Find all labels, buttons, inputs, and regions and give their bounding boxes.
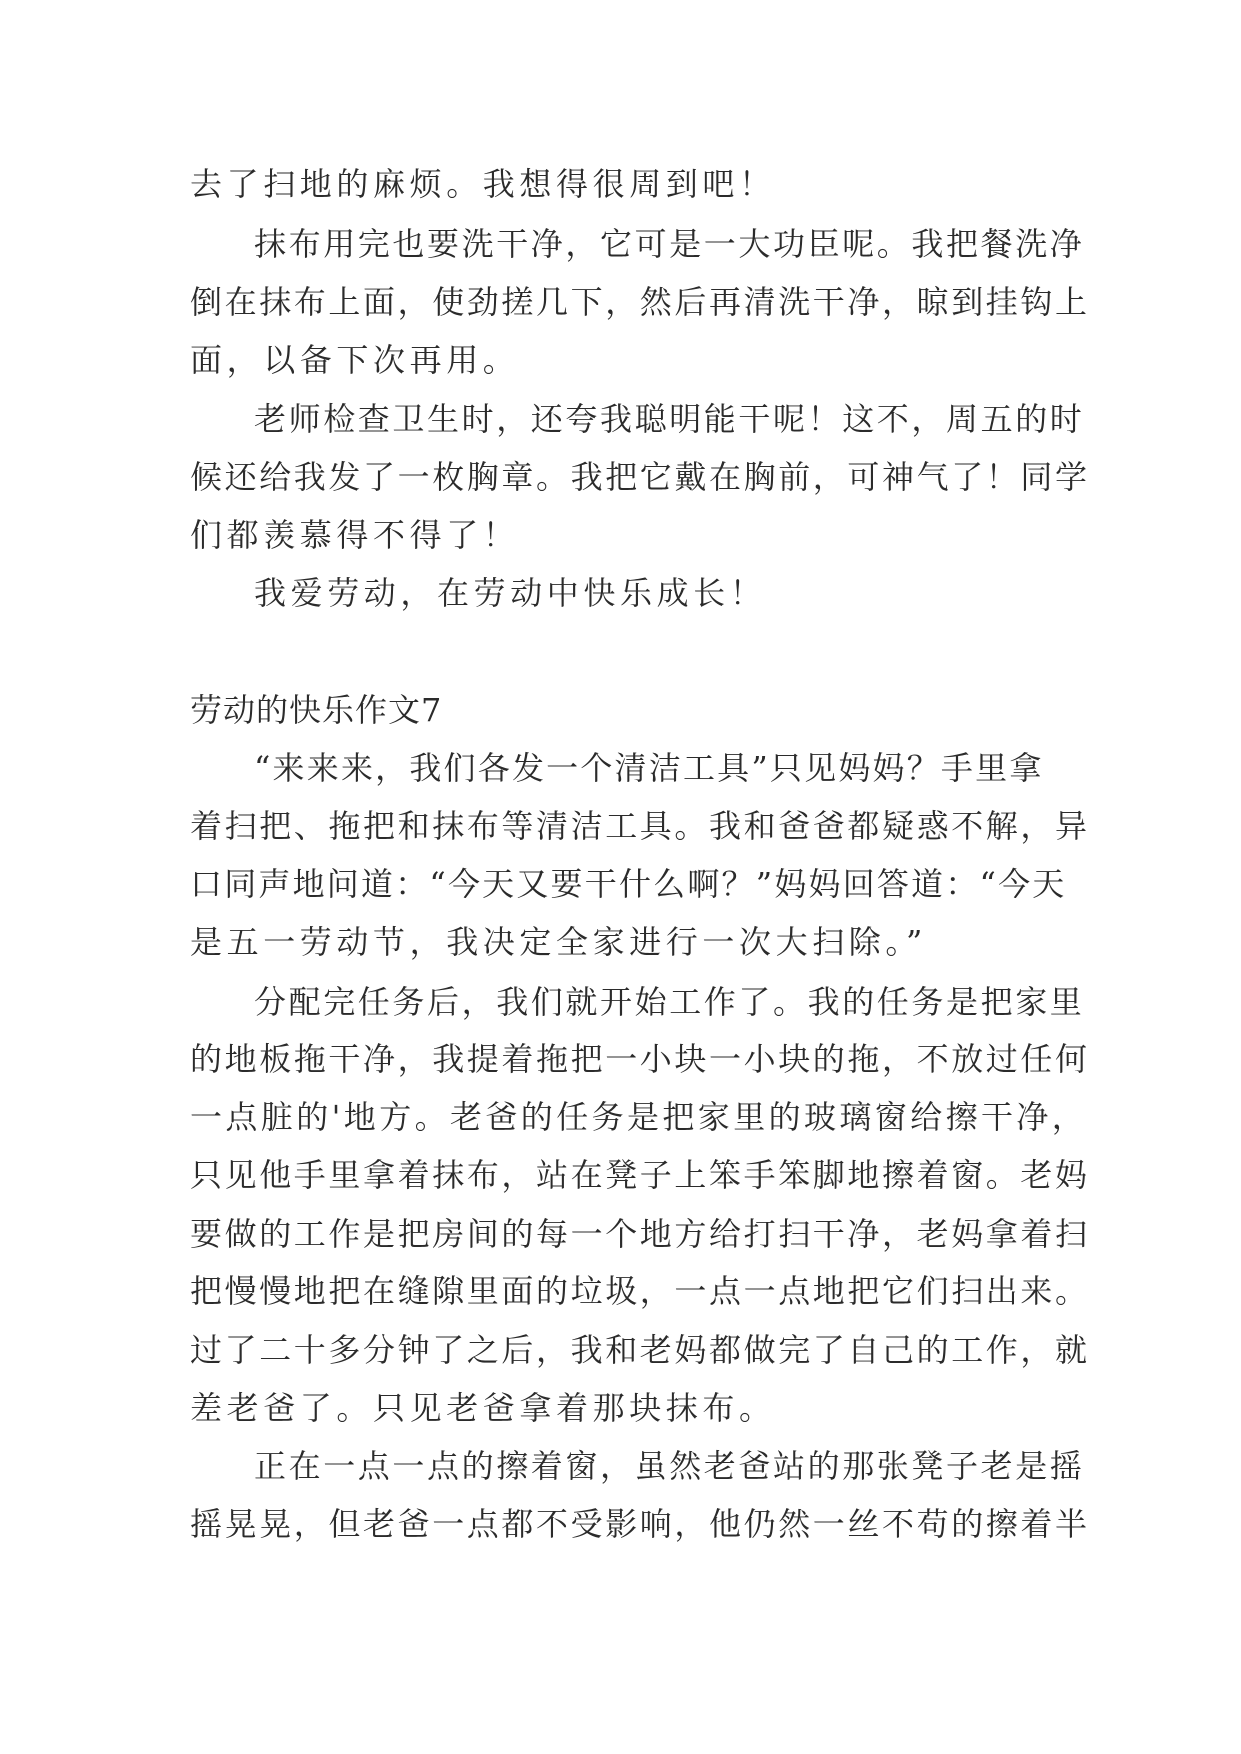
paragraph-line: 过了二十多分钟了之后，我和老妈都做完了自己的工作，就	[190, 1331, 1090, 1369]
paragraph-line: 着扫把、拖把和抹布等清洁工具。我和爸爸都疑惑不解，异	[190, 807, 1090, 845]
paragraph-line: 抹布用完也要洗干净，它可是一大功臣呢。我把餐洗净	[254, 225, 1085, 263]
paragraph-line: 要做的工作是把房间的每一个地方给打扫干净，老妈拿着扫	[190, 1215, 1090, 1253]
paragraph-line: 差老爸了。只见老爸拿着那块抹布。	[190, 1389, 776, 1427]
paragraph-line: 去了扫地的麻烦。我想得很周到吧！	[190, 165, 776, 203]
paragraph-line: 老师检查卫生时，还夸我聪明能干呢！这不，周五的时	[254, 400, 1085, 438]
paragraph-line: 正在一点一点的擦着窗，虽然老爸站的那张凳子老是摇	[254, 1447, 1085, 1485]
paragraph-line: 候还给我发了一枚胸章。我把它戴在胸前，可神气了！同学	[190, 458, 1090, 496]
paragraph-line: 是五一劳动节，我决定全家进行一次大扫除。”	[190, 923, 927, 961]
section-heading: 劳动的快乐作文7	[190, 691, 443, 729]
paragraph-line: 我爱劳动，在劳动中快乐成长！	[254, 574, 767, 612]
paragraph-line: “来来来，我们各发一个清洁工具”只见妈妈？手里拿	[254, 749, 1044, 787]
paragraph-line: 摇晃晃，但老爸一点都不受影响，他仍然一丝不苟的擦着半	[190, 1505, 1090, 1543]
paragraph-line: 只见他手里拿着抹布，站在凳子上笨手笨脚地擦着窗。老妈	[190, 1156, 1090, 1194]
paragraph-line: 一点脏的'地方。老爸的任务是把家里的玻璃窗给擦干净，	[190, 1098, 1088, 1136]
paragraph-line: 的地板拖干净，我提着拖把一小块一小块的拖，不放过任何	[190, 1040, 1090, 1078]
paragraph-line: 分配完任务后，我们就开始工作了。我的任务是把家里	[254, 983, 1085, 1021]
paragraph-line: 们都羡慕得不得了！	[190, 516, 520, 554]
paragraph-line: 把慢慢地把在缝隙里面的垃圾，一点一点地把它们扫出来。	[190, 1272, 1090, 1310]
paragraph-line: 倒在抹布上面，使劲搓几下，然后再清洗干净，晾到挂钩上	[190, 283, 1090, 321]
paragraph-line: 口同声地问道：“今天又要干什么啊？”妈妈回答道：“今天	[190, 865, 1067, 903]
paragraph-line: 面，以备下次再用。	[190, 341, 520, 379]
